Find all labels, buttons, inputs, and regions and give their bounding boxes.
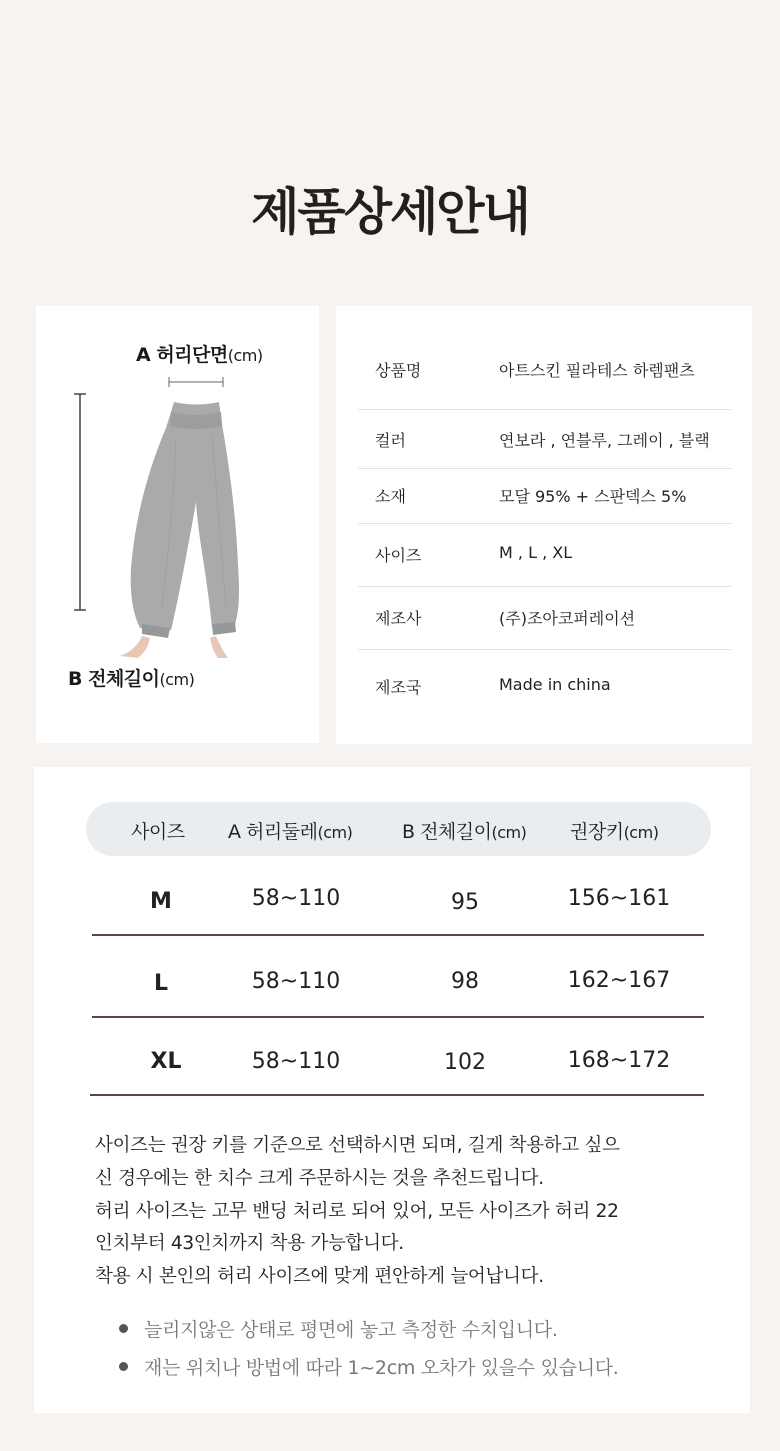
measure-bullet: 늘리지않은 상태로 평면에 놓고 측정한 수치입니다. xyxy=(119,1315,558,1342)
product-spec-card: 상품명 아트스킨 필라테스 하렘팬츠 컬러 연보라 , 연블루, 그레이 , 블랙 소재 모달 95% + 스판덱스 5% 사이즈 M , L , XL 제조사 (주)조아코퍼레이션 제조국 Made in china xyxy=(336,306,752,744)
waist-label: A 허리단면(cm) xyxy=(136,344,263,366)
table-cell-waist: 58~110 xyxy=(251,886,341,911)
spec-divider xyxy=(358,649,732,650)
table-cell-height: 168~172 xyxy=(567,1048,671,1073)
page-title: 제품상세안내 xyxy=(251,183,529,241)
table-cell-length: 95 xyxy=(451,890,479,915)
size-note-line: 착용 시 본인의 허리 사이즈에 맞게 편안하게 늘어납니다. xyxy=(95,1266,544,1287)
bullet-dot-icon xyxy=(119,1324,128,1333)
table-cell-waist: 58~110 xyxy=(251,1049,341,1074)
harem-pants-shape xyxy=(120,402,239,658)
table-cell-height: 156~161 xyxy=(567,886,671,911)
bullet-dot-icon xyxy=(119,1362,128,1371)
size-note-line: 신 경우에는 한 치수 크게 주문하시는 것을 추천드립니다. xyxy=(95,1168,544,1189)
spec-divider xyxy=(358,586,732,587)
size-note-line: 허리 사이즈는 고무 밴딩 처리로 되어 있어, 모든 사이즈가 허리 22 xyxy=(95,1201,619,1222)
header-length: B 전체길이(cm) xyxy=(402,821,527,843)
table-row-divider xyxy=(92,1016,704,1018)
spec-divider xyxy=(358,468,732,469)
table-cell-length: 98 xyxy=(451,969,479,994)
header-height: 권장키(cm) xyxy=(570,821,659,843)
table-row-divider xyxy=(92,934,704,936)
length-measure-line xyxy=(74,394,86,610)
table-cell-size: L xyxy=(153,971,169,996)
table-cell-size: M xyxy=(150,889,172,914)
spec-divider xyxy=(358,409,732,410)
measure-bullet: 재는 위치나 방법에 따라 1~2cm 오차가 있을수 있습니다. xyxy=(119,1353,619,1380)
measurement-diagram-card xyxy=(36,306,319,743)
length-label: B 전체길이(cm) xyxy=(68,668,195,690)
size-chart-card xyxy=(34,767,750,1413)
size-note-line: 사이즈는 권장 키를 기준으로 선택하시면 되며, 길게 착용하고 싶으 xyxy=(95,1135,620,1156)
table-cell-height: 162~167 xyxy=(567,968,671,993)
size-note-line: 인치부터 43인치까지 착용 가능합니다. xyxy=(95,1233,404,1254)
table-cell-length: 102 xyxy=(444,1050,486,1075)
header-size: 사이즈 xyxy=(131,821,185,843)
header-waist: A 허리둘레(cm) xyxy=(228,821,353,843)
table-cell-waist: 58~110 xyxy=(251,969,341,994)
spec-divider xyxy=(358,523,732,524)
table-cell-size: XL xyxy=(150,1049,182,1074)
table-row-divider xyxy=(90,1094,704,1096)
waist-measure-line xyxy=(169,377,223,387)
